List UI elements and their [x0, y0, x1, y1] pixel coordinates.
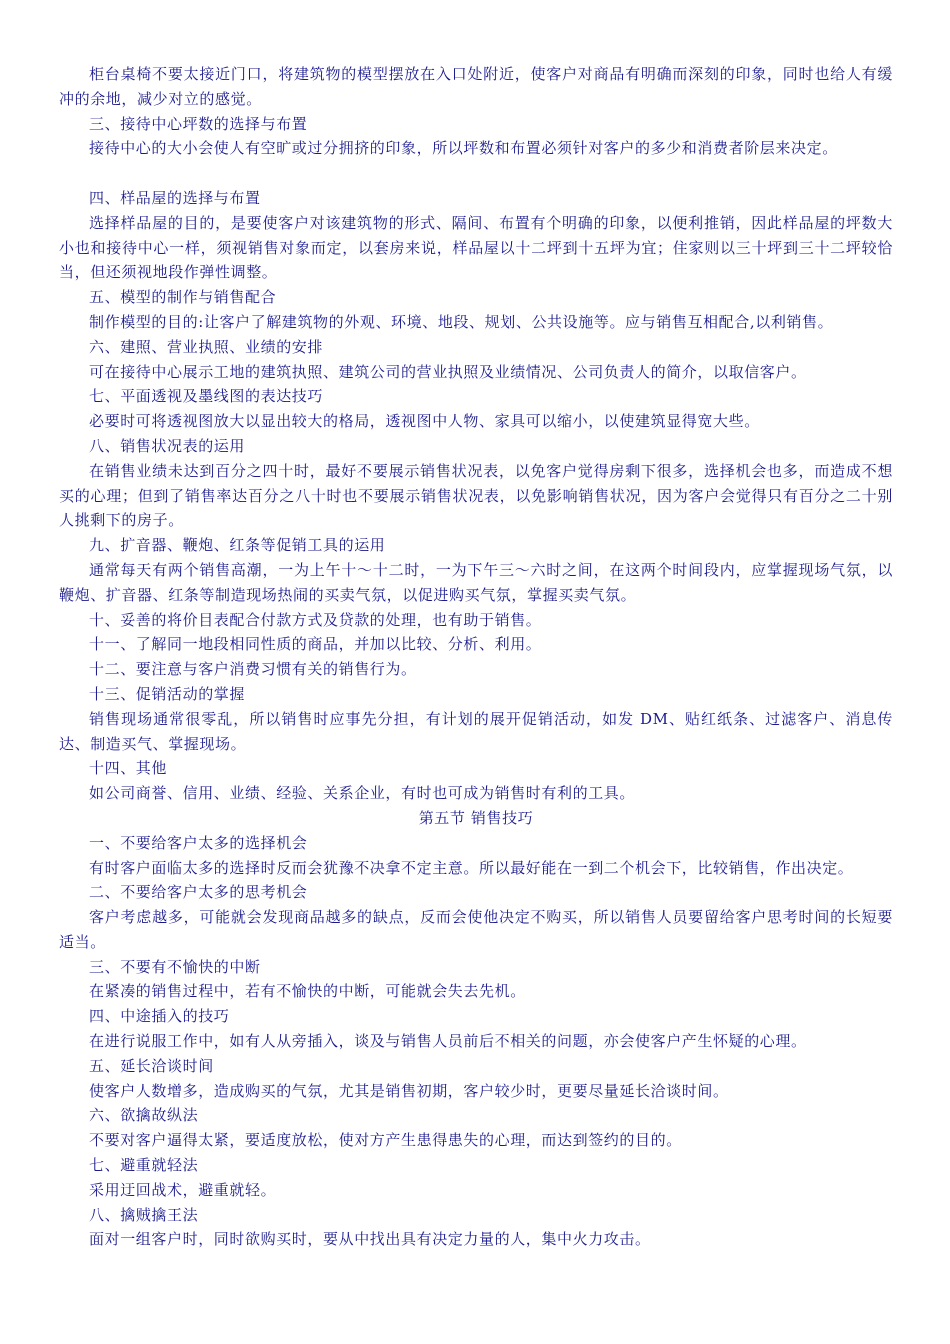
body-paragraph: 必要时可将透视图放大以显出较大的格局，透视图中人物、家具可以缩小，以使建筑显得宽大些。: [89, 412, 760, 431]
section-heading: 八、擒贼擒王法: [89, 1205, 199, 1224]
body-paragraph: 在销售业绩未达到百分之四十时，最好不要展示销售状况表，以免客户觉得房剩下很多，选择机会也多，而造成不想买的心理；但到了销售率达百分之八十时也不要展示销售状况表，以免影响销售状况，因为客户会觉得只有百分之二十别人挑剩下的房子。: [59, 461, 893, 530]
chapter-title: 第五节 销售技巧: [418, 808, 534, 827]
body-paragraph: 柜台桌椅不要太接近门口，将建筑物的模型摆放在入口处附近，使客户对商品有明确而深刻的印象，同时也给人有缓冲的余地，减少对立的感觉。: [59, 65, 893, 108]
body-paragraph: 有时客户面临太多的选择时反而会犹豫不决拿不定主意。所以最好能在一到二个机会下，比较销售，作出决定。: [89, 858, 854, 877]
section-heading: 五、延长洽谈时间: [89, 1056, 214, 1075]
section-heading: 十一、了解同一地段相同性质的商品，并加以比较、分析、利用。: [89, 635, 542, 654]
blank-line: [59, 161, 893, 186]
section-heading: 十三、促销活动的掌握: [89, 684, 246, 703]
body-paragraph: 选择样品屋的目的，是要使客户对该建筑物的形式、隔间、布置有个明确的印象，以便利推销，因此样品屋的坪数大小也和接待中心一样，须视销售对象而定，以套房来说，样品屋以十二坪到十五坪为宜；住家则以三十坪到三十二坪较恰当，但还须视地段作弹性调整。: [59, 213, 893, 282]
body-paragraph: 不要对客户逼得太紧，要适度放松，使对方产生患得患失的心理，而达到签约的目的。: [89, 1131, 682, 1150]
section-heading: 九、扩音器、鞭炮、红条等促销工具的运用: [89, 536, 386, 555]
section-heading: 七、平面透视及墨线图的表达技巧: [89, 387, 324, 406]
body-paragraph: 如公司商誉、信用、业绩、经验、关系企业，有时也可成为销售时有利的工具。: [89, 784, 636, 803]
body-paragraph: 可在接待中心展示工地的建筑执照、建筑公司的营业执照及业绩情况、公司负责人的简介，以取信客户。: [89, 362, 807, 381]
body-paragraph: 在进行说服工作中，如有人从旁插入，谈及与销售人员前后不相关的问题，亦会使客户产生怀疑的心理。: [89, 1032, 807, 1051]
section-heading: 四、样品屋的选择与布置: [89, 188, 261, 207]
body-paragraph: 使客户人数增多，造成购买的气氛，尤其是销售初期，客户较少时，更要尽量延长洽谈时间。: [89, 1081, 729, 1100]
body-paragraph: 通常每天有两个销售高潮，一为上午十～十二时，一为下午三～六时之间，在这两个时间段内，应掌握现场气氛，以鞭炮、扩音器、红条等制造现场热闹的买卖气氛，以促进购买气氛，掌握买卖气氛。: [59, 560, 893, 604]
body-paragraph: 面对一组客户时，同时欲购买时，要从中找出具有决定力量的人，集中火力攻击。: [89, 1230, 651, 1249]
section-heading: 五、模型的制作与销售配合: [89, 288, 277, 307]
document-page: [59, 62, 893, 1252]
section-heading: 三、不要有不愉快的中断: [89, 957, 261, 976]
section-heading: 十二、要注意与客户消费习惯有关的销售行为。: [89, 660, 417, 679]
section-heading: 三、接待中心坪数的选择与布置: [89, 114, 308, 133]
body-paragraph: 销售现场通常很零乱，所以销售时应事先分担，有计划的展开促销活动，如发 DM、贴红纸条、过滤客户、消息传达、制造买气、掌握现场。: [59, 709, 893, 753]
section-heading: 七、避重就轻法: [89, 1156, 199, 1175]
body-paragraph: 采用迂回战术，避重就轻。: [89, 1180, 277, 1199]
body-paragraph: 在紧凑的销售过程中，若有不愉快的中断，可能就会失去先机。: [89, 982, 526, 1001]
section-heading: 四、中途插入的技巧: [89, 1007, 230, 1026]
body-paragraph: 制作模型的目的:让客户了解建筑物的外观、环境、地段、规划、公共设施等。应与销售互相配合,以利销售。: [89, 312, 834, 331]
section-heading: 十四、其他: [89, 759, 168, 778]
section-heading: 二、不要给客户太多的思考机会: [89, 883, 308, 902]
section-heading: 六、欲擒故纵法: [89, 1106, 199, 1125]
section-heading: 十、妥善的将价目表配合付款方式及贷款的处理，也有助于销售。: [89, 610, 542, 629]
section-heading: 六、建照、营业执照、业绩的安排: [89, 337, 324, 356]
section-heading: 八、销售状况表的运用: [89, 436, 246, 455]
section-heading: 一、不要给客户太多的选择机会: [89, 833, 308, 852]
body-paragraph: 接待中心的大小会使人有空旷或过分拥挤的印象，所以坪数和布置必须针对客户的多少和消费者阶层来决定。: [89, 139, 838, 158]
body-paragraph: 客户考虑越多，可能就会发现商品越多的缺点，反而会使他决定不购买，所以销售人员要留给客户思考时间的长短要适当。: [59, 908, 893, 951]
